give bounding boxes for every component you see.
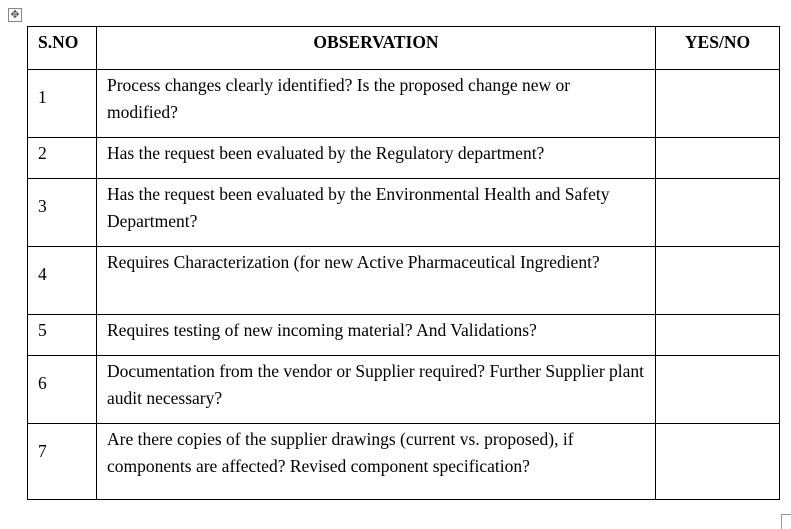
header-sno: S.NO [28, 27, 97, 70]
header-observation: OBSERVATION [97, 27, 656, 70]
table-row [28, 247, 780, 315]
cell-observation: Documentation from the vendor or Supplier required? Further Supplier plant audit necessary? [97, 356, 656, 424]
cell-sno: 3 [28, 179, 97, 247]
cell-observation: Has the request been evaluated by the Regulatory department? [97, 138, 656, 179]
cell-yesno[interactable] [656, 138, 780, 179]
cell-sno: 4 [28, 247, 97, 315]
cell-observation: Has the request been evaluated by the Environmental Health and Safety Department? [97, 179, 656, 247]
table-header-row [28, 27, 780, 70]
table-row [28, 70, 780, 138]
cell-yesno[interactable] [656, 247, 780, 315]
header-yesno: YES/NO [656, 27, 780, 70]
cell-sno: 1 [28, 70, 97, 138]
observation-table [27, 26, 780, 500]
cell-yesno[interactable] [656, 70, 780, 138]
page-corner-mark [781, 514, 791, 529]
cell-yesno[interactable] [656, 356, 780, 424]
cell-sno: 2 [28, 138, 97, 179]
table-row [28, 315, 780, 356]
cell-yesno[interactable] [656, 424, 780, 500]
cell-observation: Process changes clearly identified? Is the proposed change new or modified? [97, 70, 656, 138]
table-move-handle-icon[interactable]: ✥ [8, 8, 22, 22]
cell-yesno[interactable] [656, 179, 780, 247]
cell-sno: 7 [28, 424, 97, 500]
table-row [28, 356, 780, 424]
cell-observation: Are there copies of the supplier drawings (current vs. proposed), if components are affected? Revised component specification? [97, 424, 656, 500]
cell-sno: 6 [28, 356, 97, 424]
table-row [28, 424, 780, 500]
cell-yesno[interactable] [656, 315, 780, 356]
cell-observation: Requires testing of new incoming material? And Validations? [97, 315, 656, 356]
cell-sno: 5 [28, 315, 97, 356]
table-row [28, 179, 780, 247]
table-row [28, 138, 780, 179]
cell-observation: Requires Characterization (for new Active Pharmaceutical Ingredient? [97, 247, 656, 315]
